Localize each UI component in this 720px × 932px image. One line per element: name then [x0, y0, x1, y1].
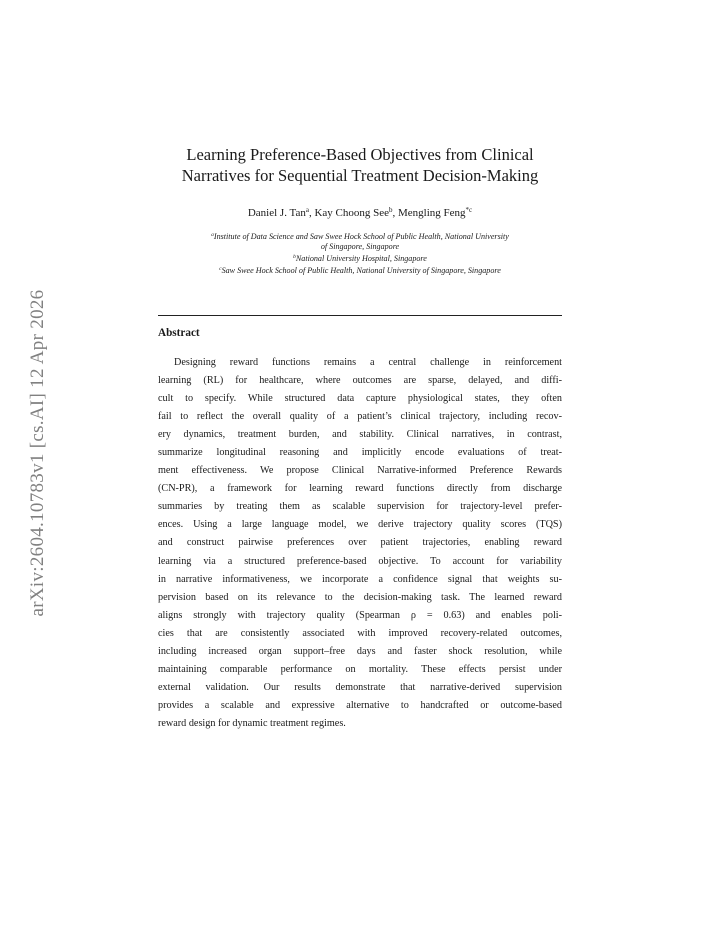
abstract-line: Designing reward functions remains a central challenge in reinforcement — [174, 357, 562, 368]
affiliation-list — [152, 230, 568, 276]
abstract-divider — [158, 315, 562, 316]
author-affiliation-mark: *c — [465, 206, 473, 214]
abstract-line: external validation. Our results demonstrate that narrative-derived supervision — [158, 681, 562, 693]
affiliation-b: $^b$National University Hospital, Singapore — [293, 254, 427, 263]
abstract-line: aligns strongly with trajectory quality (Spearman ρ = 0.63) and enables poli- — [158, 609, 562, 621]
author-affiliation-mark: a — [305, 206, 309, 214]
author-name: Kay Choong See — [314, 207, 389, 219]
abstract-heading: Abstract — [158, 327, 200, 339]
abstract-line: in narrative informativeness, we incorporate a confidence signal that weights su- — [158, 573, 562, 585]
author-name: Mengling Feng — [398, 207, 466, 219]
abstract-line: including increased organ support–free days and faster shock resolution, while — [158, 645, 562, 657]
abstract-line: summarize longitudinal reasoning and implicitly encode evaluations of treat- — [158, 447, 562, 459]
abstract-line: learning via a structured preference-based objective. To account for variability — [158, 555, 562, 567]
title-line-1: Learning Preference-Based Objectives from Clinical — [186, 145, 534, 164]
abstract-line: ery dynamics, treatment burden, and stability. Clinical narratives, in contrast, — [158, 429, 562, 441]
abstract-line: fail to reflect the overall quality of a patient’s clinical trajectory, including recov- — [158, 411, 562, 423]
paper-title — [158, 144, 562, 186]
author-affiliation-mark: b — [389, 206, 393, 214]
affiliation-a-continued: of Singapore, Singapore — [320, 242, 400, 251]
abstract-line: reward design for dynamic treatment regimes. — [158, 717, 346, 729]
abstract-line: summaries by treating them as scalable supervision for trajectory-level prefer- — [158, 501, 562, 513]
abstract-line: and construct pairwise preferences over patient trajectories, enabling reward — [158, 537, 562, 549]
arxiv-identifier-stamp[interactable]: arXiv:2604.10783v1 [cs.AI] 12 Apr 2026 — [27, 289, 48, 617]
abstract-line: maintaining comparable performance on mortality. These effects persist under — [158, 663, 562, 675]
author-name: Daniel J. Tan — [247, 207, 306, 219]
affiliation-c: $^c$Saw Swee Hock School of Public Health, National University of Singapore, Singapore — [219, 266, 501, 275]
abstract-line: cult to specify. While structured data capture physiological states, they often — [158, 393, 562, 405]
abstract-line: cies that are consistently associated with improved recovery-related outcomes, — [158, 627, 562, 639]
abstract-line: (CN-PR), a framework for learning reward functions directly from discharge — [158, 483, 562, 495]
affiliation-a: $^a$Institute of Data Science and Saw Swee Hock School of Public Health, National University — [211, 232, 509, 241]
abstract-line: pervision based on its relevance to the decision-making task. The learned reward — [158, 591, 562, 603]
abstract-line: ment effectiveness. We propose Clinical Narrative-informed Preference Rewards — [158, 465, 562, 477]
abstract-line: learning (RL) for healthcare, where outcomes are sparse, delayed, and diffi- — [158, 375, 562, 387]
abstract-line: provides a scalable and expressive alternative to handcrafted or outcome-based — [158, 699, 562, 711]
title-line-2: Narratives for Sequential Treatment Decision-Making — [181, 166, 539, 185]
author-list: Daniel J. Tan$^a$, Kay Choong See$^b$, Mengling Feng$^{*c}$ — [247, 206, 473, 219]
abstract-body — [158, 354, 562, 733]
abstract-line: ences. Using a large language model, we derive trajectory quality scores (TQS) — [158, 519, 562, 531]
